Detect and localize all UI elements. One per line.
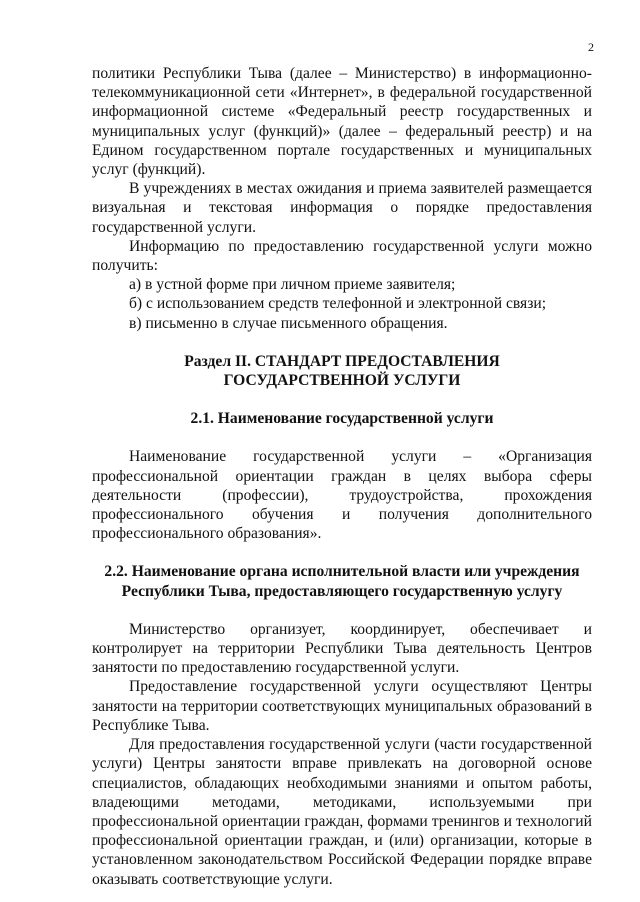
subsection-2-2-paragraph-specialists: Для предоставления государственной услуги (части государственной услуги) Центры занятости вправе привлекать на договорной основе специалистов, обладающих необходимыми знаниями и опытом работы, владеющими методами, методиками, используемыми при профессиональной ориентации граждан, формами тренингов и технологий профессиональной ориентации граждан, и (или) организации, которые в установленном законодательством Российской Федерации порядке вправе оказывать соответствующие услуги. xyxy=(92,736,592,888)
subsection-2-2-heading xyxy=(92,562,592,600)
subsection-2-1-text: Наименование государственной услуги – «Организация профессиональной ориентации граждан в целях выбора сферы деятельности (профессии), трудоустройства, прохождения профессионального обучения и получения дополнительного профессионального образования». xyxy=(92,448,592,543)
list-item-a: а) в устной форме при личном приеме заявителя; xyxy=(129,276,456,294)
subsection-2-2-heading-line2: Республики Тыва, предоставляющего государственную услугу xyxy=(121,582,563,600)
section-heading-line1: Раздел II. СТАНДАРТ ПРЕДОСТАВЛЕНИЯ xyxy=(184,352,500,370)
section-heading-line2: ГОСУДАРСТВЕННОЙ УСЛУГИ xyxy=(223,372,461,390)
document-body xyxy=(92,64,592,889)
subsection-2-2-paragraph-centers: Предоставление государственной услуги осуществляют Центры занятости на территории соответствующих муниципальных образований в Республике Тыва. xyxy=(92,678,592,734)
subsection-2-2-paragraph-ministry: Министерство организует, координирует, обеспечивает и контролирует на территории Республики Тыва деятельность Центров занятости по предоставлению государственной услуги. xyxy=(92,620,592,677)
paragraph-info-obtain: Информацию по предоставлению государственной услуги можно получить: xyxy=(92,237,592,275)
subsection-2-2-heading-line1: 2.2. Наименование органа исполнительной власти или учреждения xyxy=(104,563,580,581)
subsection-2-1-heading: 2.1. Наименование государственной услуги xyxy=(190,410,494,428)
paragraph-continuation: политики Республики Тыва (далее – Министерство) в информационно-телекоммуникационной сети «Интернет», в федеральной государственной информационной системе «Федеральный реестр государственных и муниципальных услуг (функций)» (далее – федеральный реестр) и на Едином государственном портале государственных и муниципальных услуг (функций). xyxy=(92,65,592,179)
list-item-b: б) с использованием средств телефонной и электронной связи; xyxy=(129,295,547,313)
paragraph-info-placement: В учреждениях в местах ожидания и приема заявителей размещается визуальная и текстовая информация о порядке предоставления государственной услуги. xyxy=(92,180,592,236)
list-item-c: в) письменно в случае письменного обращения. xyxy=(129,314,448,332)
section-heading xyxy=(92,352,592,390)
page-number: 2 xyxy=(588,40,594,54)
